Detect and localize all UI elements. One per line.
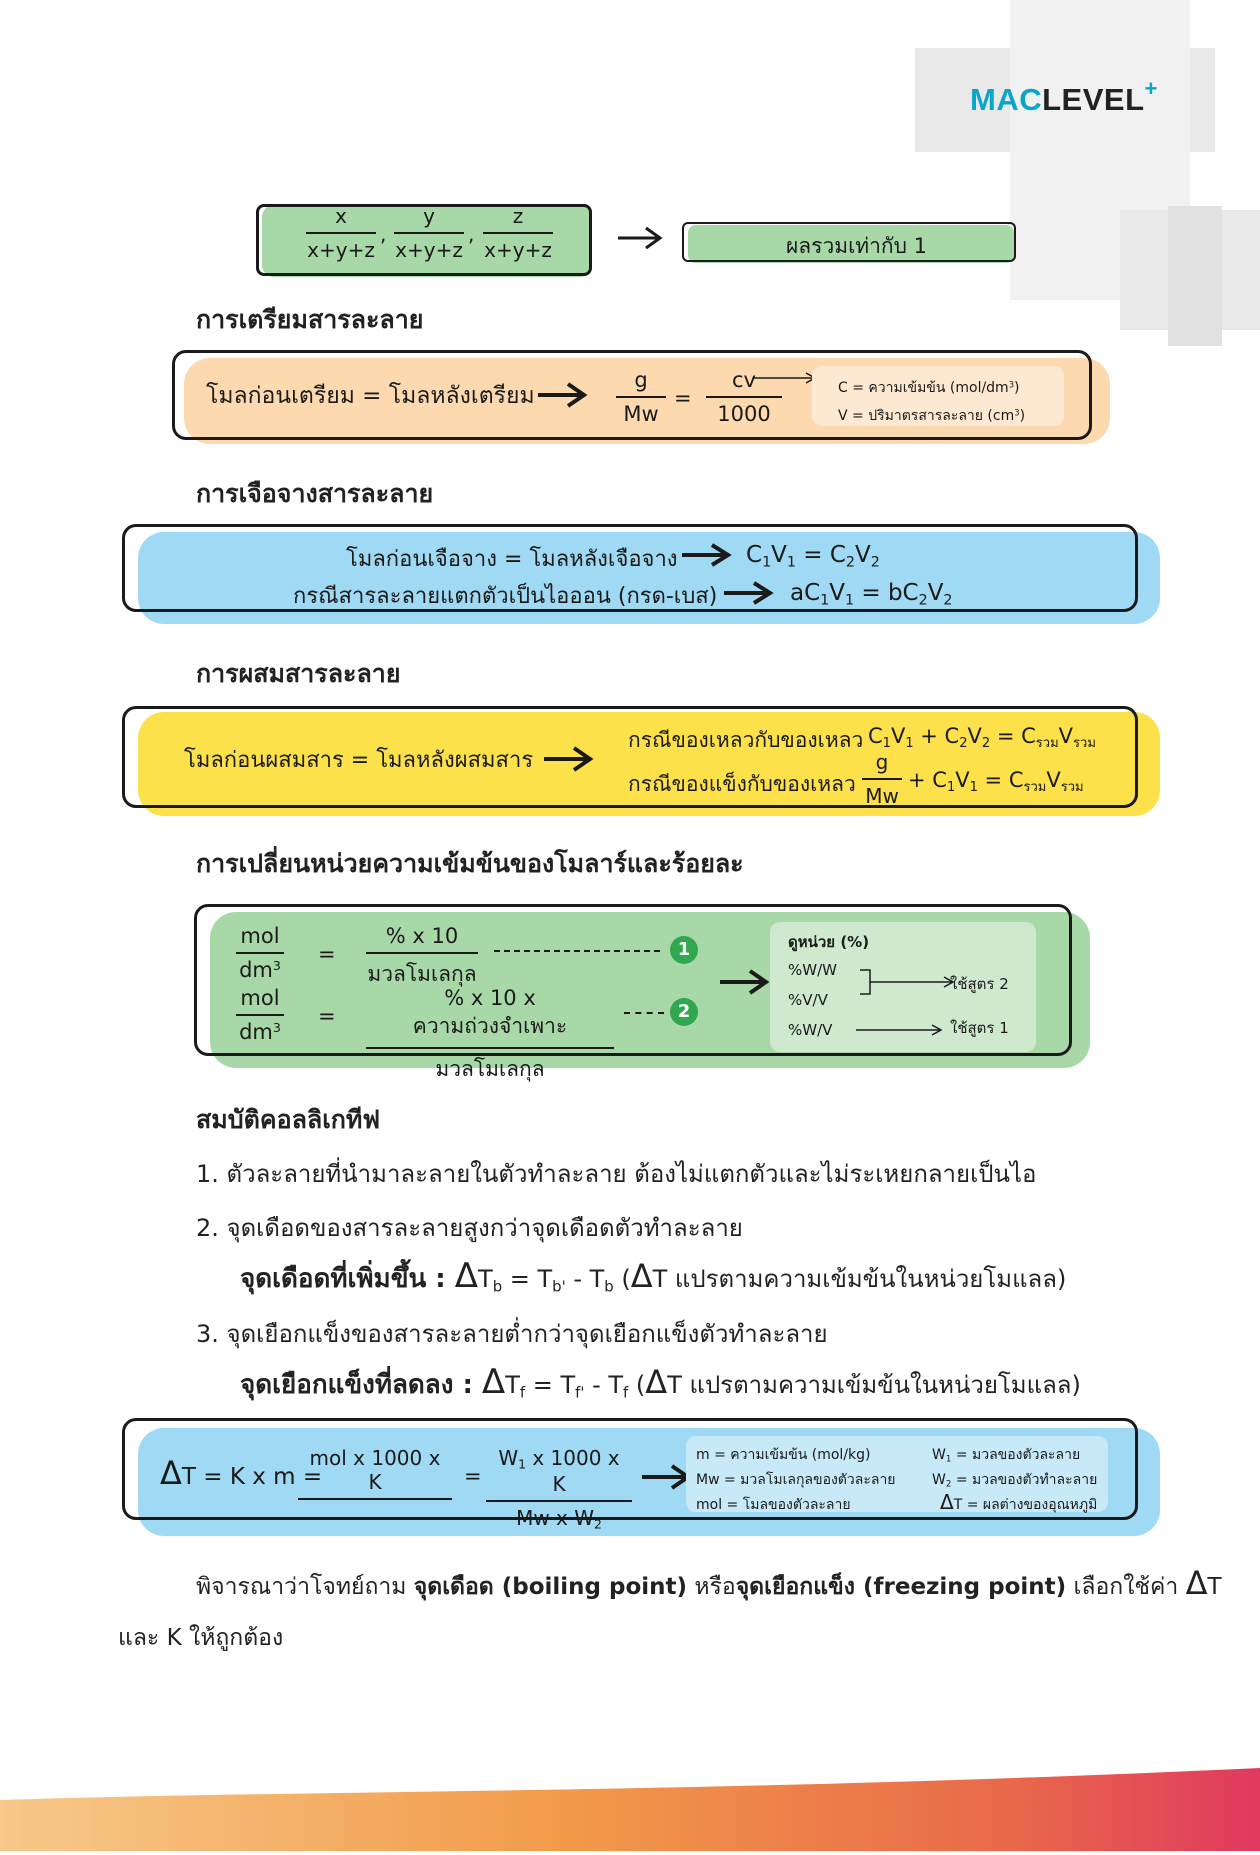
- conv-equals-2: =: [318, 1004, 336, 1028]
- delta-symbol: Δ: [940, 1490, 954, 1514]
- dm-exp: 3: [272, 958, 281, 974]
- conv-equals-1: =: [318, 942, 336, 966]
- prep-v-exp: 3: [1014, 407, 1020, 418]
- eq-sub: 1: [820, 592, 830, 609]
- eq-sub: 2: [870, 554, 880, 571]
- fraction-x: [306, 204, 376, 262]
- prep-g-over-mw: [616, 368, 666, 426]
- eq-sub: f': [575, 1383, 585, 1402]
- eq-sub: 1: [905, 735, 914, 751]
- arrow-right-icon: [722, 580, 774, 606]
- prep-v-close: ): [1019, 408, 1026, 424]
- mixing-mw: Mw: [865, 784, 899, 808]
- dilution-heading: การเจือจางสารละลาย: [196, 479, 434, 508]
- prep-rule: โมลก่อนเตรียม = โมลหลังเตรียม: [206, 383, 535, 409]
- eq-sub: 1: [762, 554, 772, 571]
- formula-2-fraction: [366, 986, 614, 1086]
- eq-sub: 2: [845, 554, 855, 571]
- eq-sub: 2: [918, 592, 928, 609]
- fraction-x-num: x: [306, 204, 376, 234]
- mol-per-dm3-1: [236, 924, 284, 982]
- delta-symbol: Δ: [481, 1362, 506, 1402]
- eq-sub: f: [519, 1383, 526, 1402]
- fraction-y: [394, 204, 464, 262]
- mol-label: mol: [236, 986, 284, 1016]
- prep-c-close: ): [1014, 380, 1020, 396]
- eq-part: T = ผลต่างของอุณหภูมิ: [953, 1497, 1098, 1513]
- dashed-leader-1: [494, 950, 660, 952]
- comma-1: ,: [380, 222, 387, 246]
- dm-label: [236, 954, 284, 982]
- def-mw: Mw = มวลโมเลกุลของตัวละลาย: [696, 1472, 896, 1488]
- arrow-right-icon: [680, 542, 732, 568]
- mixing-rule: โมลก่อนผสมสาร = โมลหลังผสมสาร: [184, 748, 534, 773]
- eq-part: + C: [908, 768, 947, 792]
- fraction-y-num: y: [394, 204, 464, 234]
- delta-t-f1-den: [298, 1500, 452, 1504]
- dm-label: [236, 1016, 284, 1044]
- eq-sub: 1: [882, 735, 891, 751]
- eq-part: V: [967, 724, 982, 748]
- fraction-z: [483, 204, 553, 262]
- prep-v-def: [838, 405, 1025, 427]
- closing-bold: จุดเยือกแข็ง (freezing point): [735, 1574, 1067, 1600]
- def-w1: [932, 1444, 1080, 1466]
- eq-part: V: [927, 580, 944, 606]
- formula-1-num: % x 10: [366, 924, 478, 954]
- eq-part: = T: [525, 1371, 576, 1399]
- prep-1000: 1000: [717, 402, 771, 426]
- unit-wv: %W/V: [788, 1021, 833, 1039]
- eq-part: - T: [565, 1265, 605, 1293]
- prep-mw: Mw: [623, 402, 659, 426]
- def-w2: [932, 1469, 1097, 1491]
- fraction-y-den: x+y+z: [395, 238, 463, 262]
- prep-c-def-text: C = ความเข้มข้น (mol/dm: [838, 380, 1009, 396]
- eq-part: T แปรตามความเข้มข้นในหน่วยโมแลล): [652, 1265, 1067, 1293]
- delta-t-equals: =: [464, 1464, 482, 1488]
- arrow-right-icon: [542, 745, 594, 773]
- arrow-right-icon: [718, 968, 770, 996]
- eq-sub: b': [552, 1277, 566, 1296]
- eq-sub: 1: [518, 1456, 526, 1472]
- colligative-item-2: 2. จุดเดือดของสารละลายสูงกว่าจุดเดือดตัวทำละลาย: [196, 1214, 743, 1242]
- bottom-brush-band: [0, 1760, 1260, 1851]
- eq-part: W: [932, 1472, 946, 1488]
- eq-part: V: [854, 542, 871, 568]
- logo-mac: MAC: [970, 82, 1043, 117]
- mol-label: mol: [236, 924, 284, 954]
- delta-t-fraction-1: [298, 1446, 452, 1504]
- eq-sub: รวม: [1060, 779, 1084, 795]
- eq-sub: 2: [943, 592, 953, 609]
- prep-heading: การเตรียมสารละลาย: [196, 305, 424, 334]
- closing-bold: จุดเดือด (boiling point): [413, 1574, 688, 1600]
- delta-symbol: Δ: [630, 1257, 653, 1295]
- eq-part: (: [613, 1265, 631, 1293]
- def-delta-t: [940, 1490, 1097, 1516]
- eq-part: T แปรตามความเข้มข้นในหน่วยโมแลล): [667, 1371, 1081, 1399]
- dm-text: dm: [239, 958, 273, 982]
- unit-title: ดูหน่วย (%): [788, 933, 870, 951]
- eq-sub: b: [604, 1277, 614, 1296]
- eq-sub: รวม: [1035, 735, 1059, 751]
- eq-part: - T: [584, 1371, 624, 1399]
- eq-part: = C: [977, 768, 1024, 792]
- use-formula-2: ใช้สูตร 2: [950, 975, 1009, 993]
- prep-c-exp: 3: [1008, 379, 1015, 390]
- comma-2: ,: [468, 222, 475, 246]
- eq-part: aC: [790, 580, 821, 606]
- delta-symbol: Δ: [645, 1363, 668, 1401]
- eq-sub: รวม: [1073, 735, 1096, 751]
- logo-level: LEVEL: [1042, 82, 1145, 117]
- thin-arrow-icon: [752, 370, 818, 386]
- eq-sub: 2: [594, 1516, 602, 1532]
- thin-arrow-icon: [856, 1022, 946, 1042]
- eq-part: V: [955, 768, 970, 792]
- logo-plus: +: [1144, 76, 1158, 101]
- formula-2-num: % x 10 x ความถ่วงจำเพาะ: [366, 986, 614, 1049]
- eq-part: = C: [795, 542, 846, 568]
- dilution-rule-2: กรณีสารละลายแตกตัวเป็นไอออน (กรด-เบส): [293, 584, 718, 609]
- colligative-heading: สมบัติคอลลิเกทีฟ: [196, 1105, 381, 1134]
- arrow-right-icon: [616, 225, 664, 251]
- bracket-connector: [860, 968, 960, 1004]
- eq-part: T: [505, 1371, 520, 1399]
- mixing-eq-2: [908, 768, 1084, 797]
- unit-ww: %W/W: [788, 961, 837, 979]
- closing-text: T: [1207, 1574, 1222, 1600]
- eq-sub: รวม: [1023, 779, 1047, 795]
- eq-part: (: [628, 1371, 646, 1399]
- arrow-right-icon: [640, 1463, 692, 1491]
- prep-c-def: [838, 377, 1020, 399]
- fraction-z-num: z: [483, 204, 553, 234]
- dilution-eq-1: [746, 542, 880, 570]
- prep-g: g: [616, 368, 666, 398]
- mixing-case-1: กรณีของเหลวกับของเหลว: [628, 728, 864, 752]
- boiling-point-formula: [240, 1256, 1066, 1299]
- delta-t-fraction-2: [486, 1446, 632, 1531]
- eq-part: V: [829, 580, 845, 606]
- decor-cross-small-v: [1168, 206, 1222, 346]
- arrow-right-icon: [536, 381, 588, 409]
- formula-badge-1: 1: [670, 936, 698, 964]
- eq-sub: 1: [946, 779, 956, 795]
- delta-symbol: Δ: [160, 1454, 182, 1492]
- closing-line-1: [196, 1564, 1222, 1605]
- eq-part: V: [1046, 768, 1061, 792]
- fraction-z-den: x+y+z: [484, 238, 552, 262]
- eq-sub: 2: [981, 735, 991, 751]
- freezing-point-formula: [240, 1362, 1081, 1405]
- prep-v-def-text: V = ปริมาตรสารละลาย (cm: [838, 408, 1015, 424]
- eq-part: V: [890, 724, 906, 748]
- eq-part: Mw x W: [516, 1505, 595, 1530]
- closing-text: พิจารณาว่าโจทย์ถาม: [196, 1574, 414, 1600]
- eq-part: T: [478, 1265, 493, 1293]
- brand-logo: [970, 76, 1158, 118]
- colligative-item-3: 3. จุดเยือกแข็งของสารละลายต่ำกว่าจุดเยือกแข็งตัวทำละลาย: [196, 1320, 828, 1348]
- eq-sub: 1: [945, 1454, 952, 1465]
- eq-sub: 1: [786, 554, 796, 571]
- conversion-heading: การเปลี่ยนหน่วยความเข้มข้นของโมลาร์และร้อยละ: [196, 849, 744, 878]
- colligative-item-1: 1. ตัวละลายที่นำมาละลายในตัวทำละลาย ต้องไม่แตกตัวและไม่ระเหยกลายเป็นไอ: [196, 1160, 1037, 1188]
- sum-result-text: ผลรวมเท่ากับ 1: [786, 234, 927, 258]
- eq-part: + C: [913, 724, 960, 748]
- dilution-rule-1: โมลก่อนเจือจาง = โมลหลังเจือจาง: [346, 547, 678, 572]
- prep-cv: cv: [706, 368, 782, 398]
- closing-line-2: และ K ให้ถูกต้อง: [118, 1625, 284, 1651]
- prep-equals: =: [674, 386, 692, 410]
- eq-sub: b: [492, 1277, 503, 1296]
- use-formula-1: ใช้สูตร 1: [950, 1019, 1009, 1037]
- mixing-heading: การผสมสารละลาย: [196, 659, 401, 688]
- eq-part: W: [498, 1446, 519, 1470]
- delta-t-f2-num: [486, 1446, 632, 1502]
- mixing-g-over-mw: [862, 750, 902, 808]
- mixing-case-2: กรณีของแข็งกับของเหลว: [628, 772, 856, 796]
- eq-part: = มวลของตัวละลาย: [951, 1447, 1081, 1463]
- eq-part: C: [746, 542, 763, 568]
- formula-1-fraction: [366, 924, 478, 991]
- unit-vv: %V/V: [788, 991, 828, 1009]
- mixing-g: g: [862, 750, 902, 780]
- eq-part: = มวลของตัวทำละลาย: [951, 1472, 1098, 1488]
- eq-part: V: [1058, 724, 1074, 748]
- delta-t-f2-den: [486, 1502, 632, 1532]
- mixing-eq-1: [868, 724, 1096, 753]
- eq-sub: 2: [945, 1479, 952, 1490]
- closing-text: เลือกใช้ค่า: [1066, 1574, 1186, 1600]
- dm-text: dm: [239, 1020, 273, 1044]
- eq-part: = bC: [854, 580, 919, 606]
- closing-text: หรือ: [687, 1574, 736, 1600]
- delta-t-f1-num: mol x 1000 x K: [298, 1446, 452, 1500]
- bp-label: จุดเดือดที่เพิ่มขึ้น :: [240, 1264, 455, 1294]
- dilution-eq-2: [790, 580, 953, 608]
- eq-part: x 1000 x K: [526, 1446, 620, 1496]
- eq-sub: 2: [959, 735, 968, 751]
- eq-part: = C: [990, 724, 1036, 748]
- def-m: m = ความเข้มข้น (mol/kg): [696, 1447, 871, 1463]
- mol-per-dm3-2: [236, 986, 284, 1044]
- fraction-x-den: x+y+z: [307, 238, 375, 262]
- eq-part: W: [932, 1447, 946, 1463]
- dashed-leader-2: [624, 1012, 664, 1014]
- eq-part: V: [771, 542, 787, 568]
- delta-symbol: Δ: [1185, 1564, 1208, 1602]
- dm-exp: 3: [272, 1020, 281, 1036]
- delta-t-lhs-text: T = K x m =: [181, 1464, 323, 1490]
- formula-badge-2: 2: [670, 998, 698, 1026]
- def-mol: mol = โมลของตัวละลาย: [696, 1497, 851, 1513]
- formula-1-den: มวลโมเลกุล: [367, 962, 477, 986]
- eq-sub: 1: [969, 779, 978, 795]
- eq-sub: f: [623, 1383, 629, 1402]
- delta-symbol: Δ: [454, 1256, 479, 1296]
- fp-label: จุดเยือกแข็งที่ลดลง :: [240, 1370, 482, 1400]
- eq-part: C: [868, 724, 883, 748]
- formula-2-den: มวลโมเลกุล: [435, 1057, 545, 1081]
- eq-sub: 1: [844, 592, 855, 609]
- eq-part: = T: [502, 1265, 553, 1293]
